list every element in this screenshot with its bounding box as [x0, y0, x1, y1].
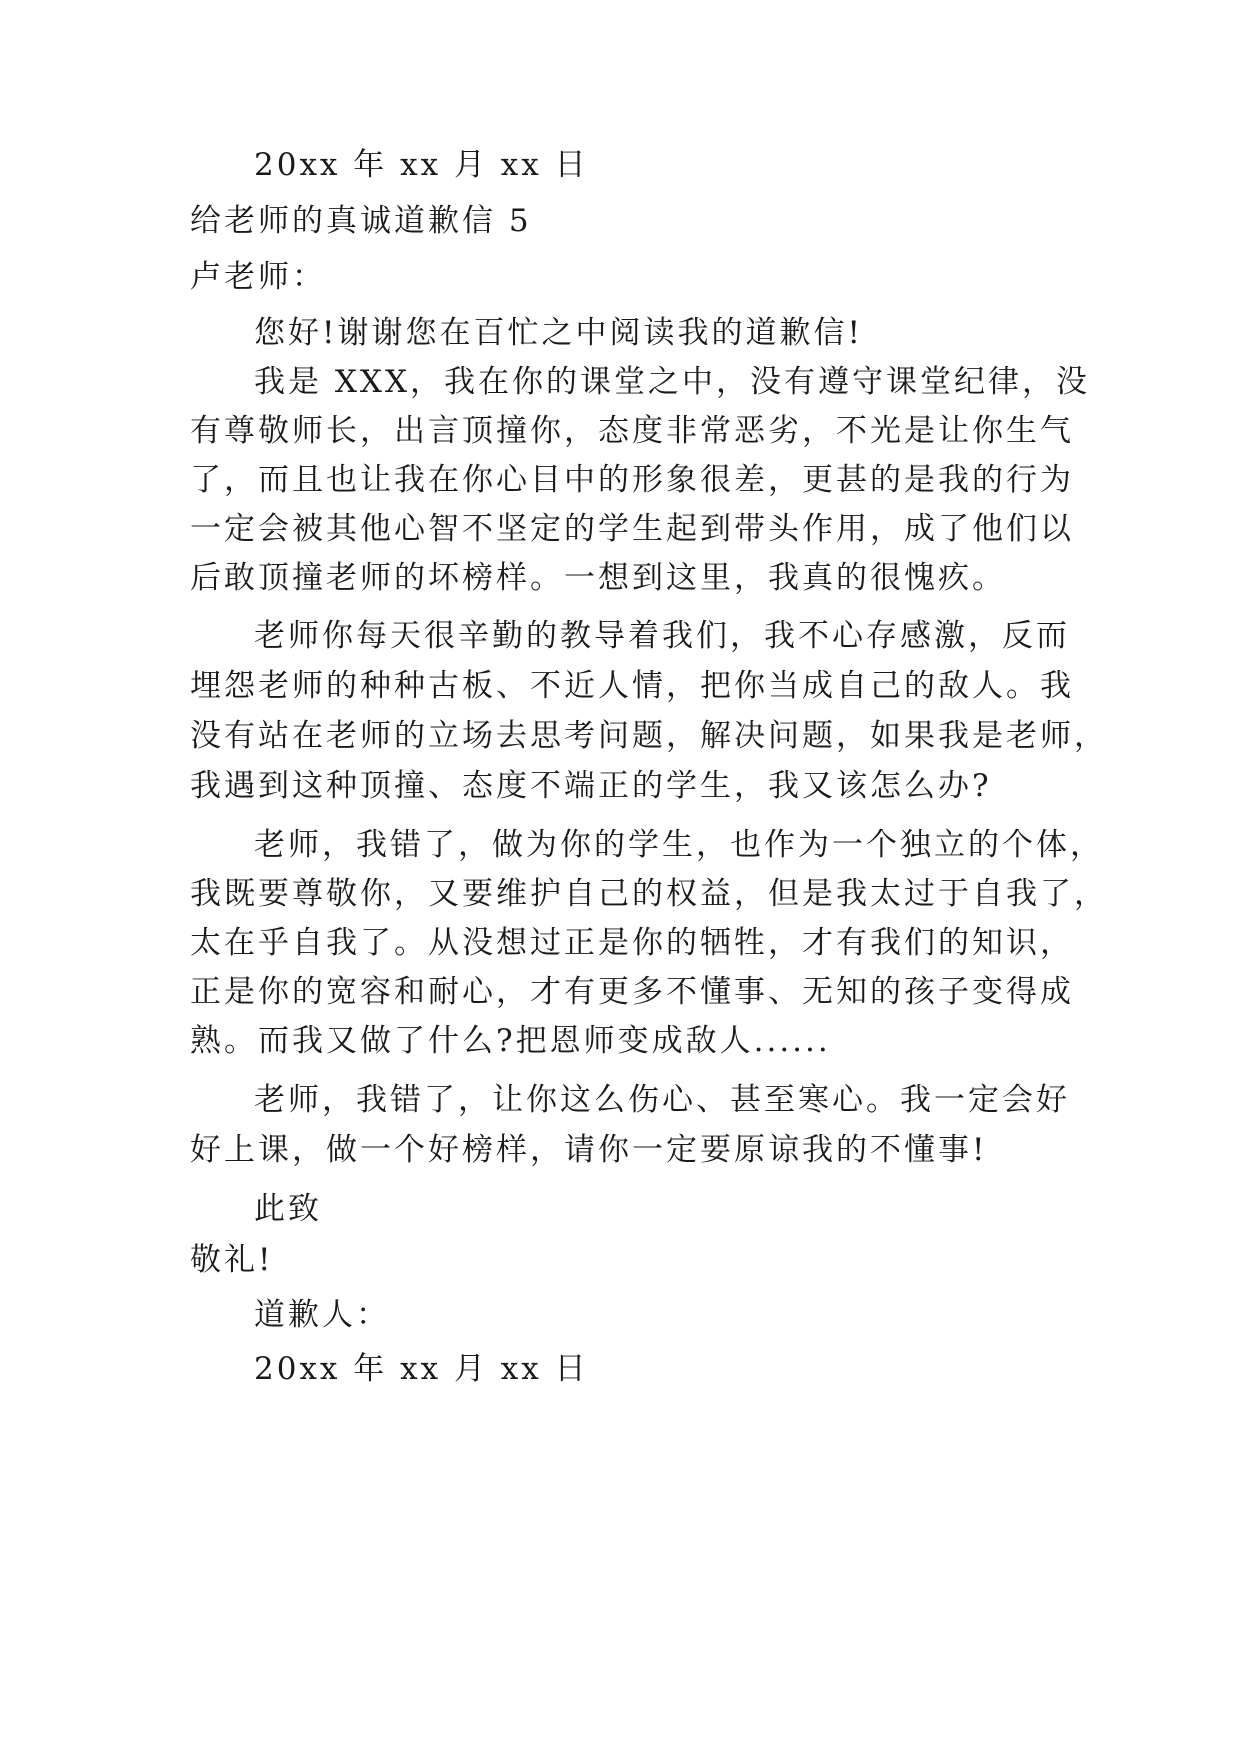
body-line: 熟。而我又做了什么?把恩师变成敌人......	[190, 1023, 831, 1059]
closing-line: 此致	[254, 1191, 322, 1227]
body-line: 老师，我错了，做为你的学生，也作为一个独立的个体，	[254, 827, 1104, 863]
body-line: 正是你的宽容和耐心，才有更多不懂事、无知的孩子变得成	[190, 974, 1074, 1010]
body-line: 太在乎自我了。从没想过正是你的牺牲，才有我们的知识，	[190, 925, 1074, 961]
body-line: 我既要尊敬你，又要维护自己的权益，但是我太过于自我了，	[190, 876, 1108, 912]
body-line: 埋怨老师的种种古板、不近人情，把你当成自己的敌人。我	[190, 668, 1074, 704]
body-line: 好上课，做一个好榜样，请你一定要原谅我的不懂事!	[190, 1132, 988, 1168]
body-line: 后敢顶撞老师的坏榜样。一想到这里，我真的很愧疚。	[190, 560, 1006, 596]
body-line: 没有站在老师的立场去思考问题，解决问题，如果我是老师，	[190, 718, 1108, 754]
salutation: 卢老师：	[190, 259, 326, 295]
body-line: 我是 XXX，我在你的课堂之中，没有遵守课堂纪律，没	[254, 364, 1091, 400]
body-line: 有尊敬师长，出言顶撞你，态度非常恶劣，不光是让你生气	[190, 413, 1074, 449]
greeting-line: 您好!谢谢您在百忙之中阅读我的道歉信!	[254, 315, 863, 351]
signature-label: 道歉人：	[254, 1297, 390, 1333]
date-line-bottom: 20xx 年 xx 月 xx 日	[254, 1351, 589, 1387]
date-line-top: 20xx 年 xx 月 xx 日	[254, 147, 589, 183]
letter-title: 给老师的真诚道歉信 5	[190, 203, 532, 239]
body-line: 一定会被其他心智不坚定的学生起到带头作用，成了他们以	[190, 511, 1074, 547]
body-line: 老师你每天很辛勤的教导着我们，我不心存感激，反而	[254, 618, 1070, 654]
body-line: 我遇到这种顶撞、态度不端正的学生，我又该怎么办?	[190, 768, 992, 804]
body-line: 了，而且也让我在你心目中的形象很差，更甚的是我的行为	[190, 462, 1074, 498]
closing-regards: 敬礼!	[190, 1242, 274, 1278]
body-line: 老师，我错了，让你这么伤心、甚至寒心。我一定会好	[254, 1082, 1070, 1118]
